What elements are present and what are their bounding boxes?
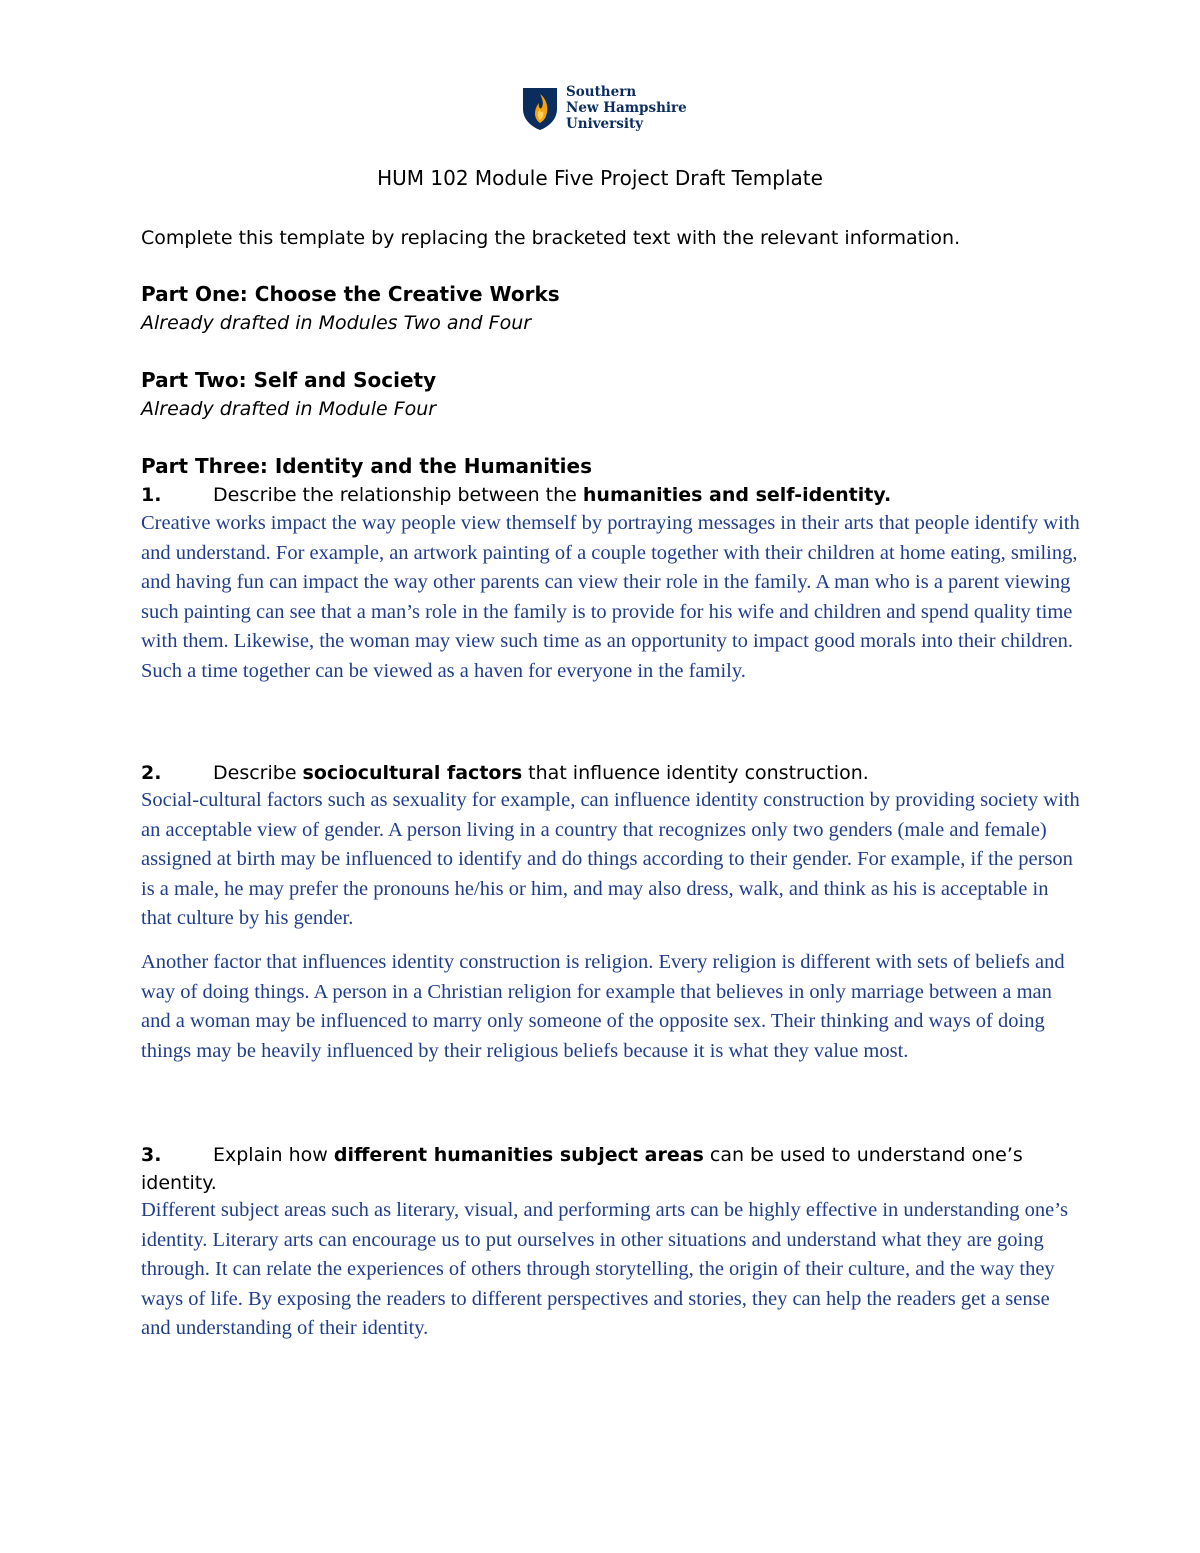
question-3-continued: identity.: [141, 1172, 217, 1194]
question-3-number: 3.: [141, 1144, 162, 1166]
question-2: 2. Describe sociocultural factors that influence identity construction.: [141, 762, 869, 784]
answer-1: Creative works impact the way people view themself by portraying messages in their arts that people identify with and understand. For example, an artwork painting of a couple together with their children at home eating, smiling, and having fun can impact the way other parents can view their role in the family. A man who is a parent viewing such painting can see that a man’s role in the family is to provide for his wife and children and spend quality time with them. Likewise, the woman may view such time as an opportunity to impact good morals into their children. Such a time together can be viewed as a haven for everyone in the family.: [141, 512, 1080, 682]
document-title: HUM 102 Module Five Project Draft Template: [377, 166, 823, 190]
answer-3: Different subject areas such as literary, visual, and performing arts can be highly effective in understanding one’s identity. Literary arts can encourage us to put ourselves in other situations and understand what they are going through. It can relate the experiences of others through storytelling, the origin of their culture, and the way they ways of life. By exposing the readers to different perspectives and stories, they can help the readers get a sense and understanding of their identity.: [141, 1199, 1068, 1339]
logo-line-1: Southern: [566, 84, 637, 100]
question-2-number: 2.: [141, 762, 162, 784]
part-one-note: Already drafted in Modules Two and Four: [141, 312, 532, 334]
logo-line-2: New Hampshire: [566, 100, 687, 116]
question-1: 1. Describe the relationship between the humanities and self-identity.: [141, 484, 892, 506]
part-two-note: Already drafted in Module Four: [141, 398, 437, 420]
shield-flame-icon: [522, 87, 558, 131]
part-three-heading: Part Three: Identity and the Humanities: [141, 454, 593, 478]
university-logo: [522, 84, 692, 134]
answer-2-paragraph-2: Another factor that influences identity construction is religion. Every religion is different with sets of beliefs and way of doing things. A person in a Christian religion for example that believes in only marriage between a man and a woman may be influenced to marry only someone of the opposite sex. Their thinking and ways of doing things may be heavily influenced by their religious beliefs because it is what they value most.: [141, 951, 1065, 1062]
answer-2-paragraph-1: Social-cultural factors such as sexuality for example, can influence identity construction by providing society with an acceptable view of gender. A person living in a country that recognizes only two genders (male and female) assigned at birth may be influenced to identify and do things according to their gender. For example, if the person is a male, he may prefer the pronouns he/his or him, and may also dress, walk, and think as his is acceptable in that culture by his gender.: [141, 789, 1080, 929]
logo-wordmark: [566, 84, 687, 132]
question-3: 3. Explain how different humanities subject areas can be used to understand one’s: [141, 1144, 1023, 1166]
logo-line-3: University: [566, 116, 644, 132]
part-one-heading: Part One: Choose the Creative Works: [141, 282, 560, 306]
instructions: Complete this template by replacing the bracketed text with the relevant information.: [141, 227, 961, 249]
question-1-number: 1.: [141, 484, 162, 506]
part-two-heading: Part Two: Self and Society: [141, 368, 437, 392]
